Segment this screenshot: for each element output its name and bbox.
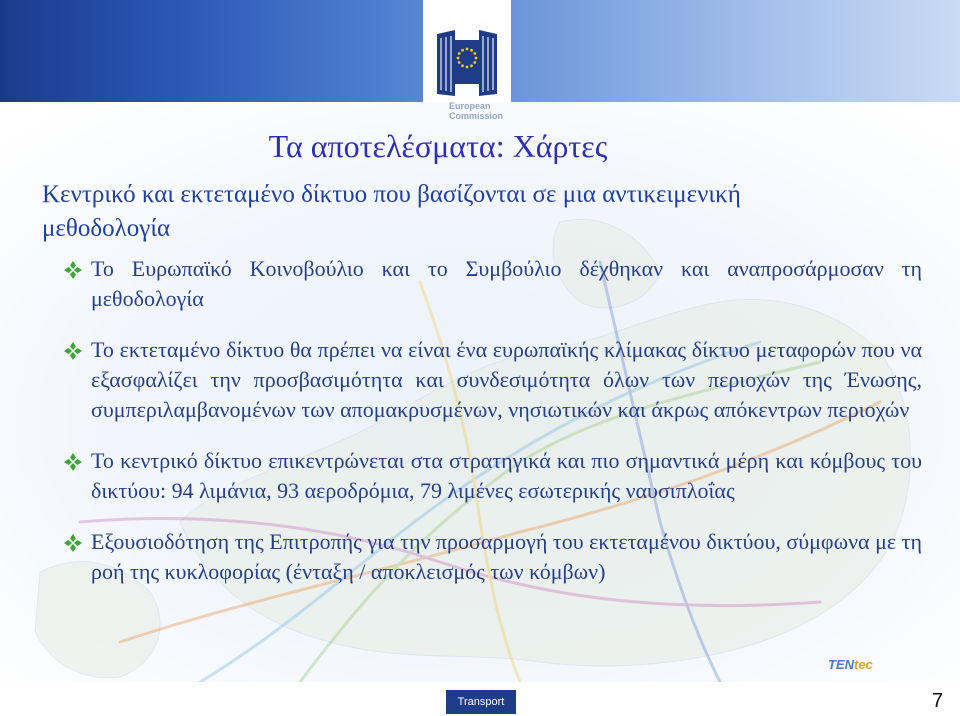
tentec-tec: tec	[854, 657, 873, 672]
bullet-text: Εξουσιοδότηση της Επιτροπής για την προσαρμογή του εκτεταμένου δικτύου, σύμφωνα με τη ροή της κυκλοφορίας (ένταξη / αποκλεισμός των κόμβων)	[91, 529, 922, 584]
bullet-item	[64, 335, 922, 425]
commission-building-icon	[433, 28, 501, 98]
slide-title	[0, 128, 960, 165]
bullet-item	[64, 527, 922, 587]
bullet-text: Το κεντρικό δίκτυο επικεντρώνεται στα στρατηγικά και πιο σημαντικά μέρη και κόμβους του δικτύου: 94 λιμάνια, 93 αεροδρόμια, 79 λιμένες εσωτερικής ναυσιπλοΐας	[91, 448, 922, 503]
four-diamond-bullet-icon	[64, 342, 82, 360]
bullet-text: Το εκτεταμένο δίκτυο θα πρέπει να είναι ένα ευρωπαϊκής κλίμακας δίκτυο μεταφορών που να εξασφαλίζει την προσβασιμότητα και συνδεσιμότητα όλων των περιοχών της Ένωσης, συμπεριλαμβανομένων των απομακρυσμένων, νησιωτικών και άκρως απόκεντρων περιοχών	[91, 337, 922, 422]
page-number: 7	[932, 690, 944, 712]
bullet-item	[64, 254, 922, 314]
four-diamond-bullet-icon	[64, 534, 82, 552]
bullet-item	[64, 446, 922, 506]
four-diamond-bullet-icon	[64, 261, 82, 279]
transport-badge: Transport	[446, 690, 516, 714]
bullet-text: Το Ευρωπαϊκό Κοινοβούλιο και το Συμβούλιο δέχθηκαν και αναπροσάρμοσαν τη μεθοδολογία	[91, 256, 922, 311]
slide-title-text: Τα αποτελέσματα: Χάρτες	[268, 128, 608, 164]
tentec-watermark	[828, 657, 873, 672]
four-diamond-bullet-icon	[64, 453, 82, 471]
slide-subtitle: Κεντρικό και εκτεταμένο δίκτυο που βασίζονται σε μια αντικειμενική μεθοδολογία	[42, 181, 741, 242]
tentec-ten: TEN	[828, 657, 854, 672]
bullet-list	[64, 254, 922, 587]
